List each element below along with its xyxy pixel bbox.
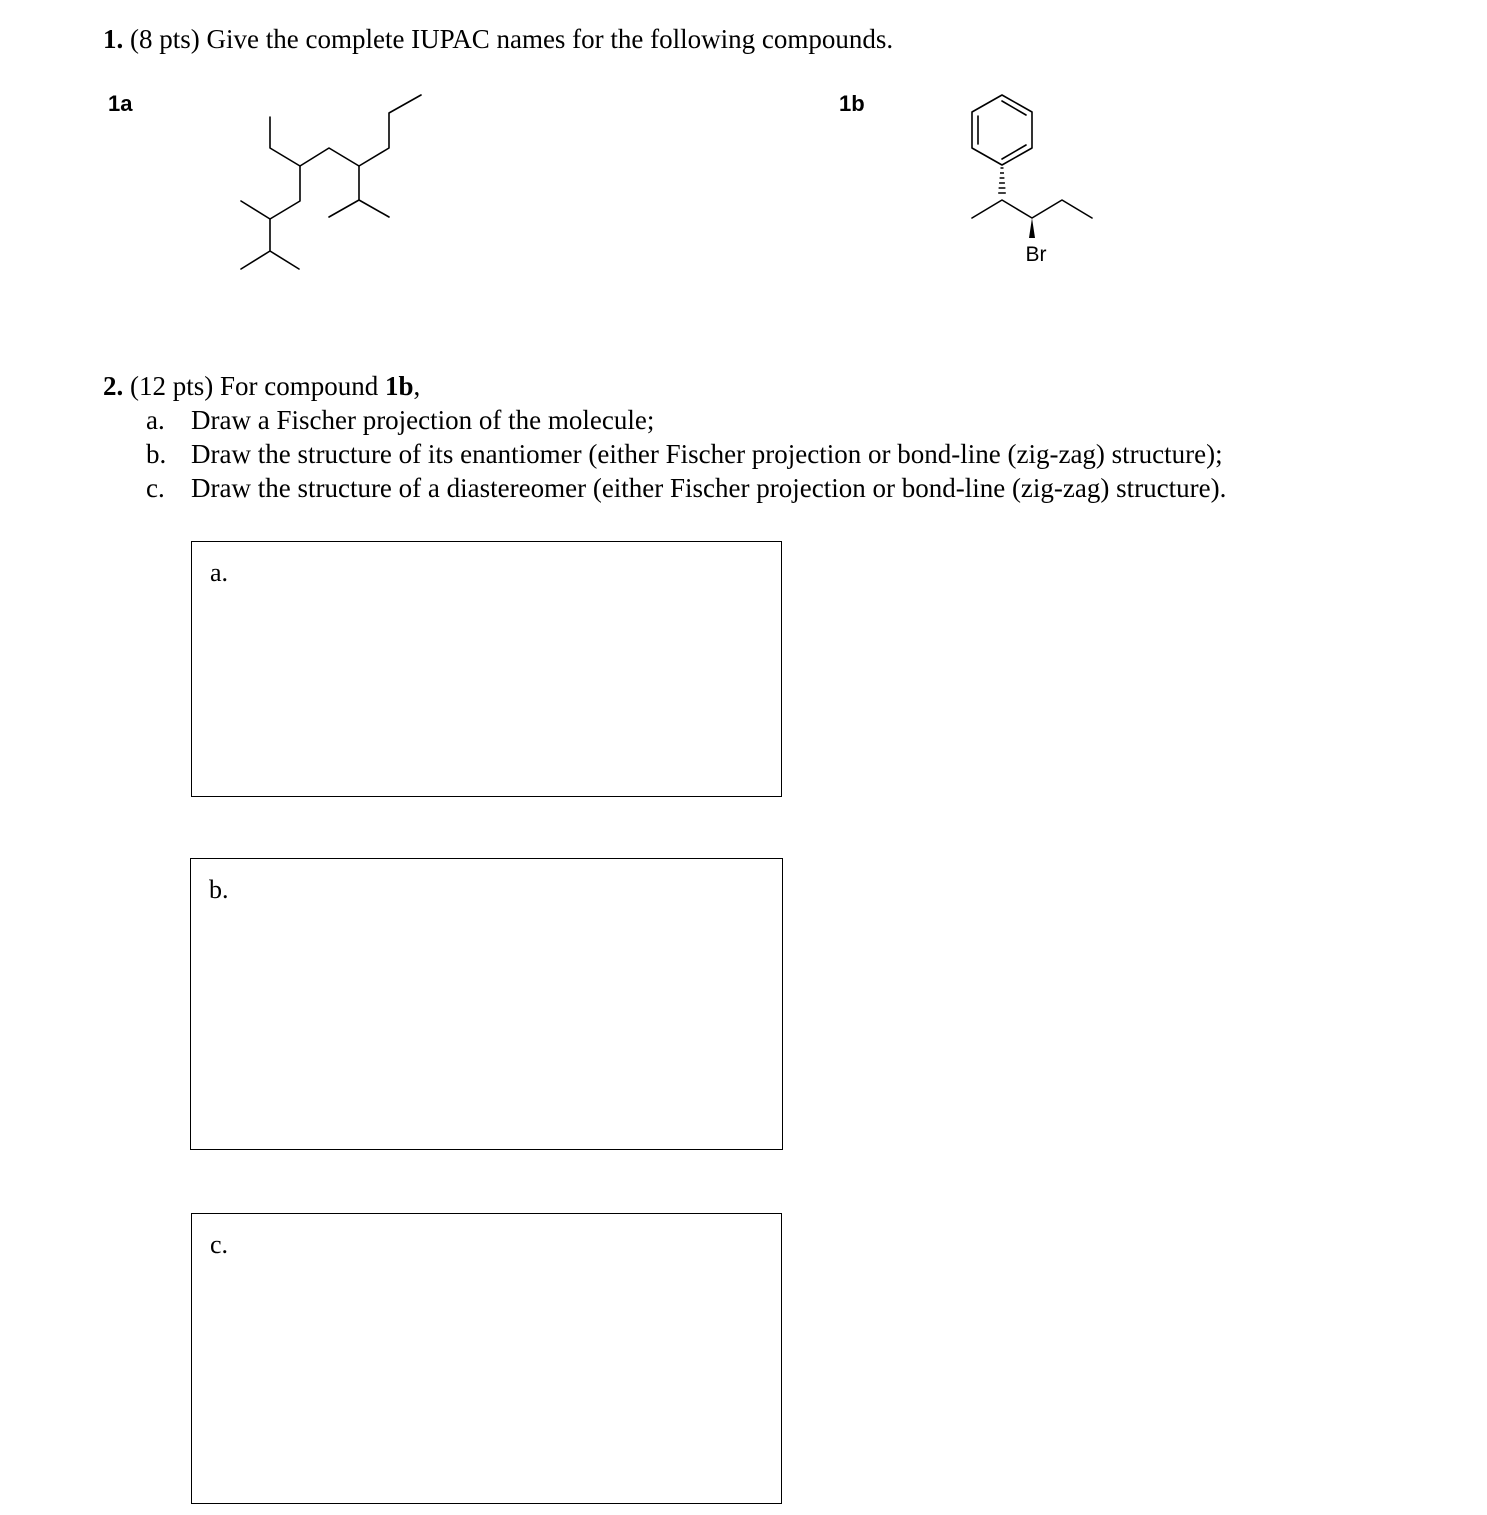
question-2-item-b [146, 437, 1223, 471]
benzene-double-bonds [978, 101, 1026, 159]
question-2 [103, 369, 420, 403]
question-2-compound-ref: 1b [384, 371, 414, 401]
answer-box-c[interactable] [191, 1213, 782, 1504]
answer-box-label: b. [209, 875, 229, 904]
question-2-suffix: , [413, 371, 421, 401]
item-text: Draw the structure of its enantiomer (either Fischer projection or bond-line (zig-zag) structure); [191, 439, 1223, 469]
item-letter: a. [146, 405, 165, 435]
question-2-item-a [146, 403, 654, 437]
compound-1b-label: 1b [839, 91, 865, 116]
item-letter: c. [146, 473, 165, 503]
answer-box-label: c. [210, 1230, 229, 1259]
hashed-wedge-bond [998, 168, 1006, 193]
compound-1b-chain [972, 200, 1092, 218]
compound-1b-structure [0, 0, 1487, 300]
answer-box-label: a. [210, 558, 229, 587]
item-letter: b. [146, 439, 167, 469]
answer-box-a[interactable] [191, 541, 782, 797]
question-1-number: 1. [103, 24, 124, 54]
item-text: Draw a Fischer projection of the molecule; [191, 405, 655, 435]
answer-box-b[interactable] [190, 858, 783, 1150]
benzene-ring [972, 95, 1032, 165]
solid-wedge-bond [1029, 218, 1035, 238]
question-2-number: 2. [103, 371, 124, 401]
question-2-prefix: (12 pts) For compound [130, 371, 379, 401]
question-2-item-c [146, 471, 1226, 505]
question-1-points: (8 pts) [130, 24, 200, 54]
bromine-label: Br [1025, 243, 1047, 266]
question-1-text: Give the complete IUPAC names for the following compounds. [206, 24, 894, 54]
item-text: Draw the structure of a diastereomer (either Fischer projection or bond-line (zig-zag) structure). [191, 473, 1227, 503]
compound-1a-label: 1a [108, 91, 133, 116]
